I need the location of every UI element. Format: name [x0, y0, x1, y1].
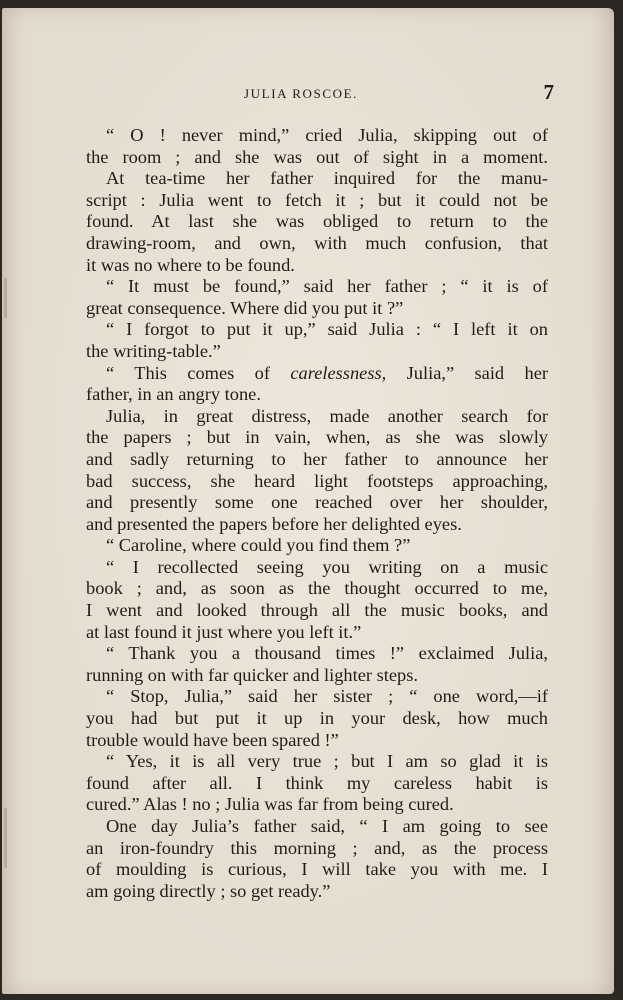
text-line: and presented the papers before her delighted eyes.	[86, 513, 462, 534]
text-line: cured.” Alas ! no ; Julia was far from being cured.	[86, 794, 454, 815]
text-line: running on with far quicker and lighter steps.	[86, 664, 418, 685]
text-line: found. At last she was obliged to return to the	[86, 211, 548, 232]
text-line: it was no where to be found.	[86, 254, 295, 275]
text-line: Julia, in great distress, made another search for	[106, 405, 548, 426]
text-line: At tea-time her father inquired for the manu-	[106, 168, 548, 189]
text-line: the papers ; but in vain, when, as she was slowly	[86, 427, 548, 448]
body-text	[86, 125, 548, 902]
text-line: of moulding is curious, I will take you with me. I	[86, 859, 548, 880]
page-number: 7	[543, 80, 554, 104]
text-line: “ Thank you a thousand times !” exclaimed Julia,	[106, 643, 548, 664]
text-line: great consequence. Where did you put it ?”	[86, 297, 404, 318]
running-title: JULIA ROSCOE.	[244, 86, 358, 101]
text-line: and sadly returning to her father to announce her	[86, 448, 548, 469]
text-line: “ It must be found,” said her father ; “ it is of	[106, 276, 548, 297]
text-line: “ Yes, it is all very true ; but I am so glad it is	[106, 751, 548, 772]
text-line: book ; and, as soon as the thought occurred to me,	[86, 578, 548, 599]
text-line: “ O ! never mind,” cried Julia, skipping out of	[106, 125, 548, 145]
text-line: script : Julia went to fetch it ; but it could not be	[86, 189, 548, 210]
text-line: father, in an angry tone.	[86, 384, 261, 405]
book-page	[2, 8, 614, 994]
page-header	[2, 78, 614, 108]
text-line: “ Caroline, where could you find them ?”	[106, 535, 411, 556]
text-line: you had but put it up in your desk, how much	[86, 708, 548, 729]
text-line: drawing-room, and own, with much confusion, that	[86, 232, 548, 253]
text-line: at last found it just where you left it.”	[86, 621, 362, 642]
text-line: “ This comes of carelessness, Julia,” said her	[106, 362, 548, 383]
text-line: I went and looked through all the music books, and	[86, 600, 548, 621]
text-line: “ Stop, Julia,” said her sister ; “ one word,—if	[106, 686, 548, 707]
emphasized-word: carelessness	[290, 362, 382, 383]
text-line: the room ; and she was out of sight in a moment.	[86, 146, 548, 167]
binding-stitch-mark	[4, 278, 7, 318]
text-line: an iron-foundry this morning ; and, as the process	[86, 837, 548, 858]
text-line: trouble would have been spared !”	[86, 729, 339, 750]
text-line: “ I forgot to put it up,” said Julia : “ I left it on	[106, 319, 548, 340]
binding-stitch-mark	[4, 808, 7, 868]
text-line: bad success, she heard light footsteps approaching,	[86, 470, 548, 491]
text-line: found after all. I think my careless habit is	[86, 772, 548, 793]
text-line: and presently some one reached over her shoulder,	[86, 492, 548, 513]
text-line: am going directly ; so get ready.”	[86, 880, 331, 901]
text-line: One day Julia’s father said, “ I am going to see	[106, 816, 548, 836]
text-line: the writing-table.”	[86, 340, 221, 361]
text-line: “ I recollected seeing you writing on a music	[106, 556, 548, 577]
